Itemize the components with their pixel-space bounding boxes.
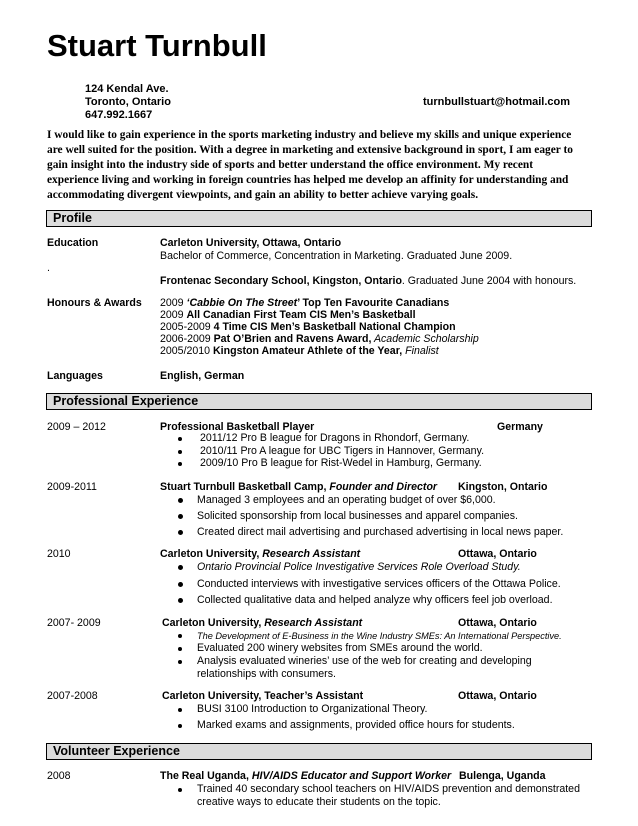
education-detail-2: . Graduated June 2004 with honours. — [401, 275, 577, 287]
languages-label: Languages — [47, 370, 103, 382]
job-bullet: Collected qualitative data and helped analyze why officers feel job overload. — [197, 594, 553, 606]
job-bullet: Ontario Provincial Police Investigative Services Role Overload Study. — [197, 561, 521, 573]
job-bullet: 2009/10 Pro B league for Rist-Wedel in Hamburg, Germany. — [200, 457, 482, 469]
job-bullet: The Development of E-Business in the Wine Industry SMEs: An International Perspective. — [197, 631, 562, 641]
objective-line: are well suited for the position. With a degree in marketing and extensive background in sport, I am eager to — [47, 144, 573, 156]
honour-title: Kingston Amateur Athlete of the Year, — [213, 345, 403, 357]
job-bullet: Evaluated 200 winery websites from SMEs around the world. — [197, 642, 483, 654]
job-bullet-continued: relationships with consumers. — [197, 668, 336, 680]
section-title: Profile — [53, 211, 92, 225]
section-title: Volunteer Experience — [53, 744, 180, 758]
languages-value: English, German — [160, 370, 245, 382]
job-dates: 2009-2011 — [47, 481, 97, 493]
job-bullet: BUSI 3100 Introduction to Organizational Theory. — [197, 703, 428, 715]
education-detail-1: Bachelor of Commerce, Concentration in Marketing. Graduated June 2009. — [160, 250, 513, 262]
section-header-volunteer-experience — [46, 743, 592, 760]
job-bullet: Conducted interviews with investigative services officers of the Ottawa Police. — [197, 578, 561, 590]
bullet-icon — [178, 565, 183, 570]
honours-label: Honours & Awards — [47, 297, 142, 309]
job-dates: 2009 – 2012 — [47, 421, 106, 433]
email-address: turnbullstuart@hotmail.com — [423, 96, 571, 108]
job-dates: 2007- 2009 — [47, 617, 101, 629]
job-role: Research Assistant — [262, 548, 361, 560]
honour-note: Finalist — [402, 345, 439, 357]
bullet-icon — [178, 450, 182, 454]
section-header-professional-experience — [46, 393, 592, 410]
section-header-profile — [46, 210, 592, 227]
job-bullet: Solicited sponsorship from local businesses and apparel companies. — [197, 510, 518, 522]
job-bullet: Marked exams and assignments, provided office hours for students. — [197, 719, 515, 731]
volunteer-bullet-continued: creative ways to educate their students on the topic. — [197, 796, 441, 808]
bullet-icon — [178, 582, 183, 587]
bullet-icon — [178, 708, 182, 712]
job-location: Kingston, Ontario — [458, 481, 548, 493]
honour-note: Academic Scholarship — [371, 333, 479, 345]
objective-statement — [47, 128, 581, 203]
section-title: Professional Experience — [53, 394, 199, 408]
job-location: Ottawa, Ontario — [458, 548, 537, 560]
bullet-icon — [178, 660, 182, 664]
job-role: Founder and Director — [329, 481, 438, 493]
education-school-1: Carleton University, Ottawa, Ontario — [160, 237, 342, 249]
job-dates: 2010 — [47, 548, 71, 560]
honour-year: 2006-2009 — [160, 333, 214, 345]
honour-year: 2005-2009 — [160, 321, 214, 333]
honour-year: 2005/2010 — [160, 345, 214, 357]
bullet-icon — [178, 514, 183, 519]
objective-line: I would like to gain experience in the sports marketing industry and believe my skills and unique experience — [47, 129, 572, 141]
job-location: Ottawa, Ontario — [458, 690, 537, 702]
honour-title-italic: ‘Cabbie On The Street — [186, 297, 298, 309]
job-title-row — [160, 548, 360, 561]
honour-year: 2009 — [160, 297, 187, 309]
job-location: Ottawa, Ontario — [458, 617, 537, 629]
job-location: Germany — [497, 421, 543, 433]
street-address: 124 Kendal Ave. — [85, 83, 169, 95]
honour-year: 2009 — [160, 309, 187, 321]
education-label: Education — [47, 237, 99, 249]
honour-item — [160, 345, 439, 358]
volunteer-title-row — [160, 770, 451, 783]
objective-line: accommodating divergent viewpoints, and gain an ability to better achieve varying goals. — [47, 189, 479, 201]
job-bullet: Analysis evaluated wineries’ use of the web for creating and developing — [197, 655, 532, 667]
honour-title: Pat O’Brien and Ravens Award, — [213, 333, 372, 345]
job-bullet: 2011/12 Pro B league for Dragons in Rhondorf, Germany. — [200, 432, 470, 444]
volunteer-bullet: Trained 40 secondary school teachers on HIV/AIDS prevention and demonstrated — [197, 783, 580, 795]
education-school-2: Frontenac Secondary School, Kingston, Ontario — [160, 275, 402, 287]
bullet-icon — [178, 462, 182, 466]
bullet-icon — [178, 788, 182, 792]
bullet-icon — [178, 498, 183, 503]
job-bullet: 2010/11 Pro A league for UBC Tigers in Hannover, Germany. — [200, 445, 485, 457]
job-bullet: Created direct mail advertising and purchased advertising in local news paper. — [197, 526, 564, 538]
job-title: Carleton University, — [162, 617, 265, 629]
job-title: Professional Basketball Player — [160, 421, 315, 433]
bullet-icon — [178, 634, 182, 638]
bullet-icon — [178, 437, 182, 441]
job-dates: 2007-2008 — [47, 690, 98, 702]
honour-title: ’ Top Ten Favourite Canadians — [297, 297, 450, 309]
education-school-2-row — [160, 275, 576, 288]
honour-title: All Canadian First Team CIS Men’s Basketball — [186, 309, 416, 321]
stray-mark: . — [47, 262, 50, 274]
objective-line: experience living and working in foreign countries has helped me develop an affinity for understanding and — [47, 174, 569, 186]
candidate-name: Stuart Turnbull — [47, 28, 267, 63]
city-province: Toronto, Ontario — [85, 96, 171, 108]
volunteer-role: HIV/AIDS Educator and Support Worker — [251, 770, 452, 782]
bullet-icon — [178, 598, 183, 603]
bullet-icon — [178, 530, 183, 535]
job-title: Carleton University, — [160, 548, 263, 560]
bullet-icon — [178, 724, 182, 728]
volunteer-title: The Real Uganda, — [160, 770, 252, 782]
bullet-icon — [178, 647, 182, 651]
job-title: Stuart Turnbull Basketball Camp, — [160, 481, 330, 493]
phone-number: 647.992.1667 — [85, 109, 153, 121]
job-title-row — [162, 617, 362, 630]
objective-line: gain insight into the industry side of sports and better understand the office environment. My recent — [47, 159, 534, 171]
job-role: Research Assistant — [264, 617, 363, 629]
volunteer-location: Bulenga, Uganda — [459, 770, 546, 782]
job-title: Carleton University, Teacher’s Assistant — [162, 690, 364, 702]
job-bullet: Managed 3 employees and an operating budget of over $6,000. — [197, 494, 496, 506]
honour-title: 4 Time CIS Men’s Basketball National Champion — [213, 321, 456, 333]
volunteer-dates: 2008 — [47, 770, 71, 782]
job-title-row — [160, 481, 437, 494]
